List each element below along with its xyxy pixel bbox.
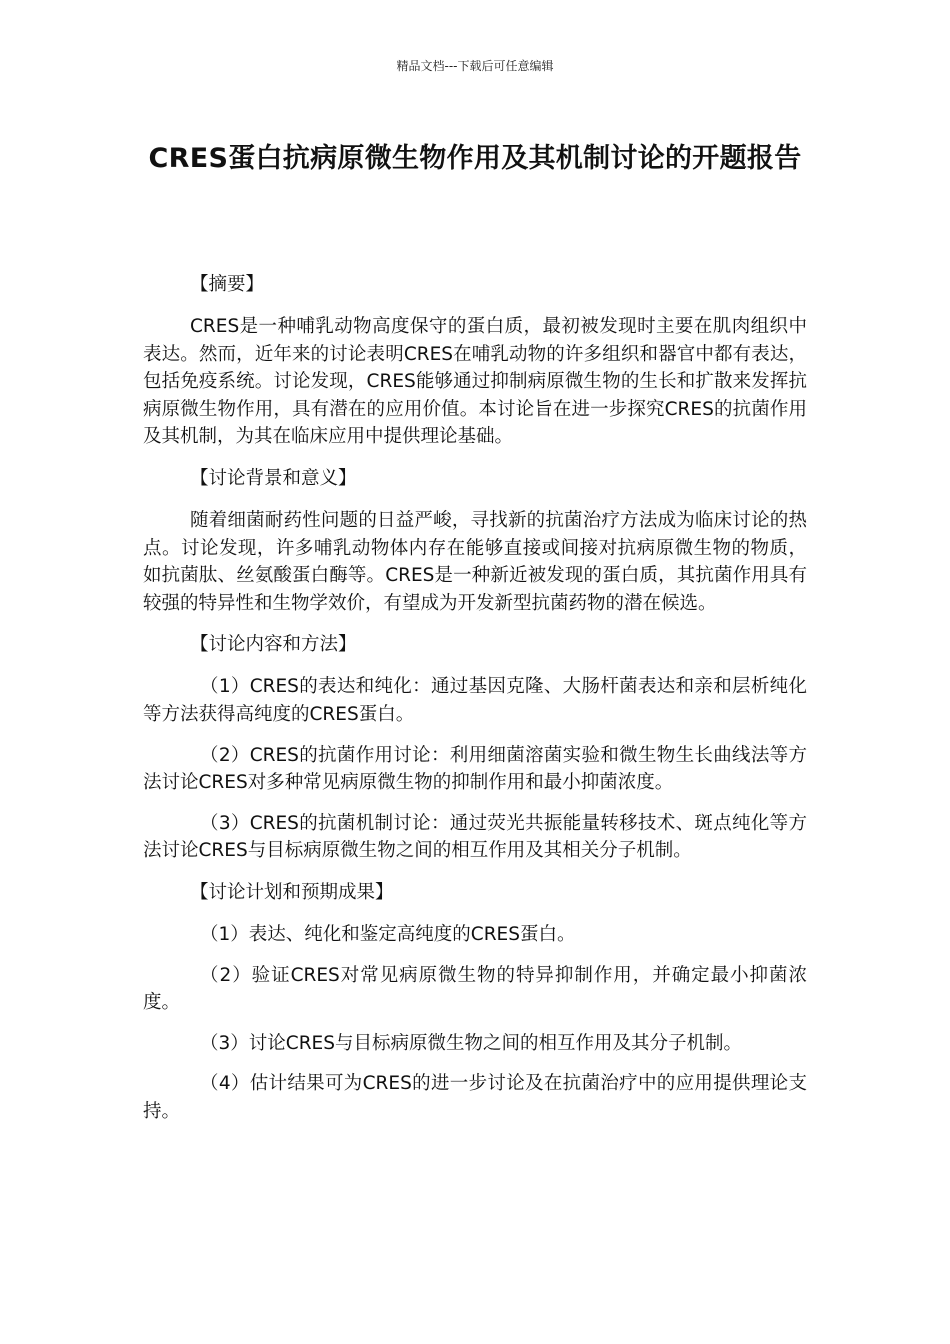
abstract-heading: 【摘要】 [190,274,265,295]
document-title: CRES蛋白抗病原微生物作用及其机制讨论的开题报告 [148,143,802,174]
methods-item: （1）CRES的表达和纯化：通过基因克隆、大肠杆菌表达和亲和层析纯化等方法获得高纯度的CRES蛋白。 [143,676,807,725]
methods-item: （3）CRES的抗菌机制讨论：通过荧光共振能量转移技术、斑点纯化等方法讨论CRES与目标病原微生物之间的相互作用及其相关分子机制。 [143,812,807,862]
plan-item: （3）讨论CRES与目标病原微生物之间的相互作用及其分子机制。 [200,1032,742,1054]
document-body [143,270,807,1125]
methods-heading: 【讨论内容和方法】 [190,634,357,656]
abstract-paragraph: CRES是一种哺乳动物高度保守的蛋白质，最初被发现时主要在肌肉组织中表达。然而，近年来的讨论表明CRES在哺乳动物的许多组织和器官中都有表达，包括免疫系统。讨论发现，CRES能够通过抑制病原微生物的生长和扩散来发挥抗病原微生物作用，具有潜在的应用价值。本讨论旨在进一步探究CRES的抗菌作用及其机制，为其在临床应用中提供理论基础。 [143,316,807,448]
background-heading: 【讨论背景和意义】 [190,467,357,489]
plan-item: （1）表达、纯化和鉴定高纯度的CRES蛋白。 [200,923,576,945]
methods-item: （2）CRES的抗菌作用讨论：利用细菌溶菌实验和微生物生长曲线法等方法讨论CRES对多种常见病原微生物的抑制作用和最小抑菌浓度。 [143,744,807,794]
plan-item: （4）估计结果可为CRES的进一步讨论及在抗菌治疗中的应用提供理论支持。 [143,1073,807,1122]
header-note: 精品文档---下载后可任意编辑 [396,59,554,73]
plan-item: （2）验证CRES对常见病原微生物的特异抑制作用，并确定最小抑菌浓度。 [143,964,807,1014]
plan-heading: 【讨论计划和预期成果】 [190,881,394,903]
background-paragraph: 随着细菌耐药性问题的日益严峻，寻找新的抗菌治疗方法成为临床讨论的热点。讨论发现，许多哺乳动物体内存在能够直接或间接对抗病原微生物的物质，如抗菌肽、丝氨酸蛋白酶等。CRES是一种新近被发现的蛋白质，其抗菌作用具有较强的特异性和生物学效价，有望成为开发新型抗菌药物的潜在候选。 [143,509,807,614]
